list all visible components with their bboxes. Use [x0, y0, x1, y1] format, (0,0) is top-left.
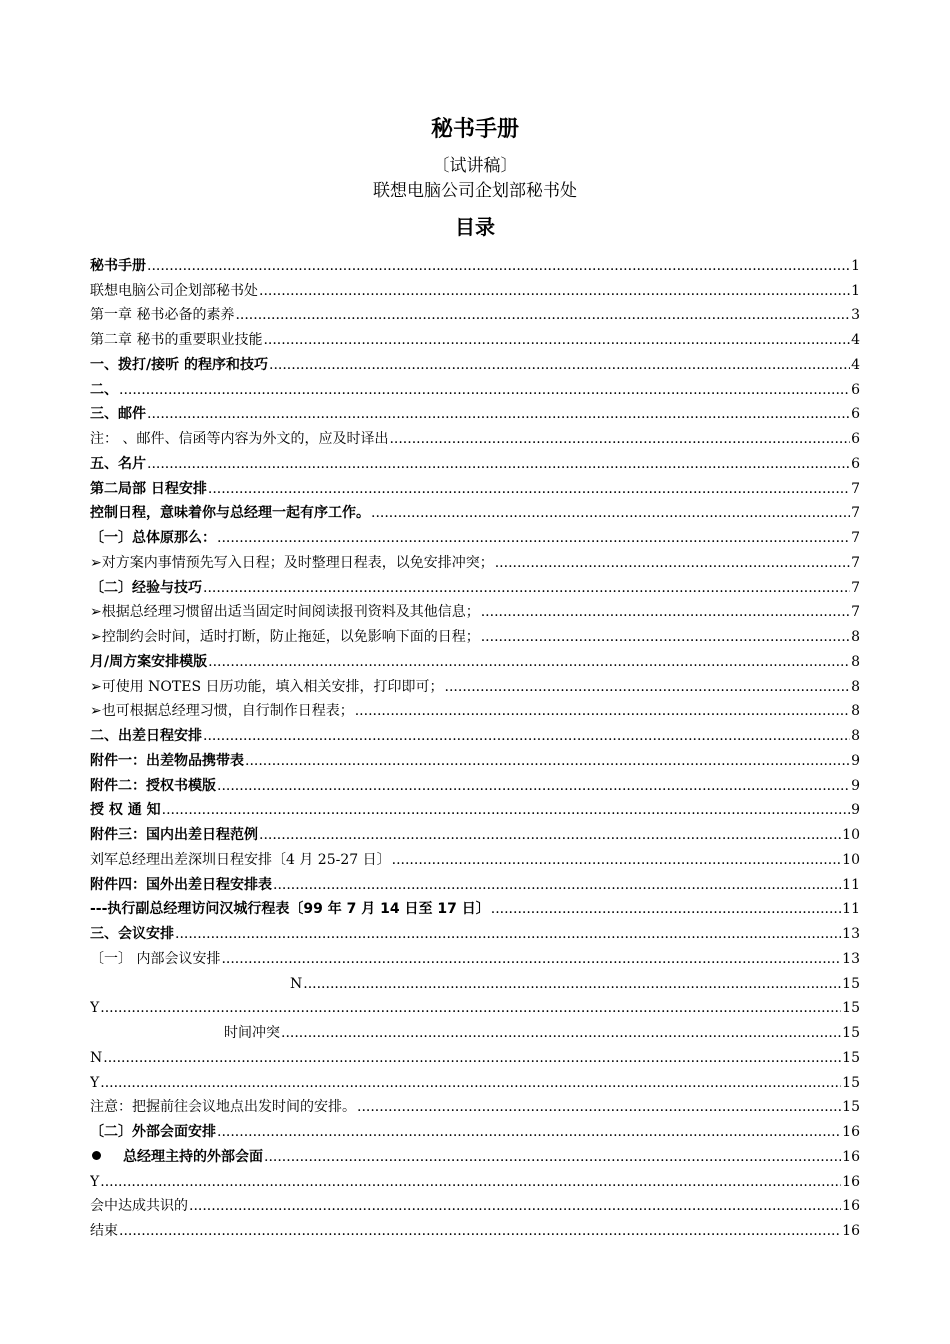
toc-page-number: 15 — [842, 1099, 860, 1116]
toc-entry[interactable] — [90, 819, 860, 844]
dot-leader — [273, 876, 841, 894]
toc-page-number: 11 — [842, 876, 860, 893]
dot-leader — [495, 554, 850, 572]
dot-leader — [208, 480, 850, 498]
document-title: 秘书手册 — [430, 117, 519, 142]
toc-page-number: 6 — [851, 406, 860, 423]
toc-entry-title — [90, 529, 216, 547]
toc-entry-text: 第二章 秘书的重要职业技能 — [90, 332, 263, 348]
toc-page-number: 7 — [851, 480, 860, 497]
toc-entry-text: N — [90, 1049, 103, 1066]
toc-page-number: 6 — [851, 381, 860, 398]
toc-entry-text: ➢也可根据总经理习惯，自行制作日程表； — [90, 703, 354, 720]
toc-entry-title — [90, 999, 99, 1017]
toc-entry[interactable] — [90, 993, 860, 1018]
dot-leader — [162, 801, 850, 819]
toc-entry-title — [90, 1123, 216, 1141]
toc-entry-text: 控制日程，意味着你与总经理一起有序工作。 — [90, 505, 370, 522]
toc-entry-title — [90, 876, 272, 894]
toc-entry[interactable] — [90, 671, 860, 696]
toc-entry[interactable] — [90, 770, 860, 795]
toc-entry[interactable] — [90, 621, 860, 646]
toc-page-number: 16 — [842, 1198, 860, 1215]
toc-entry-text: 会中达成共识的 — [90, 1198, 188, 1215]
toc-entry-title — [90, 603, 480, 621]
toc-page-number: 15 — [842, 1074, 860, 1091]
dot-leader — [147, 455, 850, 473]
dot-leader — [217, 529, 850, 547]
toc-page-number: 4 — [851, 332, 860, 348]
toc-entry[interactable] — [90, 1166, 860, 1191]
dot-leader — [303, 975, 841, 993]
toc-entry-text: 〔一〕 内部会议安排 — [90, 950, 221, 967]
document-org: 联想电脑公司企划部秘书处 — [373, 181, 577, 201]
toc-page-number: 7 — [851, 579, 860, 596]
toc-entry[interactable] — [90, 572, 860, 597]
toc-page-number: 13 — [842, 950, 860, 967]
dot-leader — [221, 950, 841, 968]
dot-leader — [357, 1098, 841, 1116]
toc-page-number: 1 — [851, 257, 860, 274]
toc-page-number: 16 — [842, 1124, 860, 1140]
toc-entry-text: N — [290, 975, 303, 992]
toc-entry[interactable] — [90, 745, 860, 770]
dot-leader — [392, 851, 842, 869]
toc-page-number: 7 — [851, 505, 860, 522]
dot-leader — [103, 1049, 841, 1067]
toc-entry-text: 〔二〕外部会面安排 — [90, 1124, 216, 1140]
toc-entry-text: 注意：把握前往会议地点出发时间的安排。 — [90, 1099, 356, 1116]
toc-entry-title — [90, 356, 268, 374]
toc-entry-title — [90, 455, 146, 473]
toc-page-number: 7 — [851, 530, 860, 546]
toc-entry-title — [90, 1074, 99, 1092]
dot-leader — [491, 900, 841, 918]
toc-page-number: 11 — [842, 901, 860, 918]
toc-entry-text: 一、拨打/接听 的程序和技巧 — [90, 356, 268, 373]
dot-leader — [119, 381, 850, 399]
table-of-contents — [90, 250, 860, 1240]
toc-entry-title — [90, 653, 207, 671]
toc-entry-title — [90, 282, 258, 300]
dot-leader — [217, 1123, 841, 1141]
toc-entry[interactable] — [90, 1092, 860, 1117]
toc-entry[interactable] — [90, 1017, 860, 1042]
toc-page-number: 15 — [842, 975, 860, 992]
toc-entry[interactable] — [90, 498, 860, 523]
toc-page-number: 6 — [851, 455, 860, 472]
toc-page-number: 9 — [851, 777, 860, 794]
toc-entry[interactable] — [90, 968, 860, 993]
toc-entry-text: ---执行副总经理访问汉城行程表〔99 年 7 月 14 日至 17 日〕 — [90, 901, 490, 918]
toc-entry[interactable] — [90, 1141, 860, 1166]
toc-entry[interactable] — [90, 275, 860, 300]
dot-leader — [259, 826, 841, 844]
dot-leader — [217, 777, 850, 795]
dot-leader — [445, 678, 851, 696]
toc-page-number: 8 — [851, 678, 860, 695]
toc-page-number: 4 — [851, 356, 860, 373]
toc-entry-title — [90, 727, 202, 745]
toc-entry-text: 二、出差日程安排 — [90, 728, 202, 744]
dot-leader — [189, 1197, 841, 1215]
toc-entry[interactable] — [90, 1042, 860, 1067]
toc-entry[interactable] — [90, 1116, 860, 1141]
toc-entry-title — [90, 1222, 118, 1240]
toc-entry[interactable] — [90, 324, 860, 349]
toc-entry-text: ➢控制约会时间，适时打断，防止拖延，以免影响下面的日程； — [90, 629, 480, 645]
toc-entry-text: 第二局部 日程安排 — [90, 480, 207, 497]
dot-leader — [259, 282, 850, 300]
toc-entry-text: 〔一〕总体原那么： — [90, 530, 216, 546]
toc-entry-title — [90, 678, 444, 696]
toc-entry[interactable] — [90, 1215, 860, 1240]
toc-entry-title — [90, 826, 258, 844]
dot-leader — [100, 1173, 841, 1191]
toc-entry-text: 附件一：出差物品携带表 — [90, 752, 244, 769]
toc-page-number: 8 — [851, 703, 860, 720]
toc-entry-title — [90, 1148, 263, 1166]
toc-entry-text: 附件四：国外出差日程安排表 — [90, 876, 272, 893]
toc-page-number: 7 — [851, 554, 860, 571]
dot-leader — [119, 1222, 841, 1240]
toc-page-number: 8 — [851, 629, 860, 645]
toc-entry-title — [90, 777, 216, 795]
dot-leader — [481, 603, 850, 621]
toc-entry[interactable] — [90, 250, 860, 275]
toc-entry[interactable] — [90, 646, 860, 671]
toc-entry-text: Y — [90, 1074, 100, 1091]
dot-leader — [269, 356, 850, 374]
toc-entry-text: 联想电脑公司企划部秘书处 — [90, 282, 258, 299]
toc-page-number: 7 — [851, 604, 860, 621]
toc-entry[interactable] — [90, 374, 860, 399]
toc-entry-title — [90, 579, 202, 597]
dot-leader — [264, 1148, 841, 1166]
toc-entry[interactable] — [90, 522, 860, 547]
toc-entry[interactable] — [90, 894, 860, 919]
toc-entry-text: 〔二〕经验与技巧 — [90, 579, 202, 596]
toc-page-number: 15 — [842, 1049, 860, 1066]
dot-leader — [245, 752, 850, 770]
toc-entry[interactable] — [90, 844, 860, 869]
toc-entry-text: 结束 — [90, 1223, 118, 1239]
toc-entry[interactable] — [90, 597, 860, 622]
toc-entry-text: 刘军总经理出差深圳日程安排〔4 月 25-27 日〕 — [90, 851, 391, 868]
toc-entry-title — [90, 628, 480, 646]
toc-entry-text: 总经理主持的外部会面 — [123, 1148, 263, 1165]
dot-leader — [389, 430, 850, 448]
toc-page-number: 15 — [842, 1000, 860, 1017]
toc-entry[interactable] — [90, 473, 860, 498]
toc-entry[interactable] — [90, 423, 860, 448]
toc-page-number: 9 — [851, 802, 860, 819]
dot-leader — [371, 504, 850, 522]
toc-entry-title — [90, 306, 234, 324]
toc-page-number: 8 — [851, 728, 860, 744]
toc-entry-text: Y — [90, 1000, 100, 1017]
toc-page-number: 10 — [842, 851, 860, 868]
toc-entry[interactable] — [90, 300, 860, 325]
toc-entry-text: 第一章 秘书必备的素养 — [90, 307, 235, 324]
toc-entry-text: 附件二：授权书模版 — [90, 777, 216, 794]
toc-entry-text: ➢可使用 NOTES 日历功能，填入相关安排，打印即可； — [90, 678, 444, 695]
toc-entry[interactable] — [90, 547, 860, 572]
toc-entry-text: ➢根据总经理习惯留出适当固定时间阅读报刊资料及其他信息； — [90, 604, 480, 621]
toc-entry[interactable] — [90, 349, 860, 374]
toc-entry-title — [90, 950, 220, 968]
toc-entry-text: 五、名片 — [90, 455, 146, 472]
dot-leader — [147, 405, 850, 423]
toc-entry-text: 二、 — [90, 381, 118, 398]
toc-entry-title — [90, 975, 302, 993]
toc-entry[interactable] — [90, 943, 860, 968]
toc-entry-title — [90, 257, 146, 275]
toc-entry-title — [90, 1173, 99, 1191]
toc-entry-text: 授 权 通 知 — [90, 802, 161, 819]
toc-entry-text: 三、邮件 — [90, 406, 146, 423]
toc-entry-title — [90, 702, 354, 720]
dot-leader — [481, 628, 850, 646]
toc-entry-title — [90, 554, 494, 572]
dot-leader — [208, 653, 850, 671]
toc-entry-title — [90, 405, 146, 423]
toc-entry-text: Y — [90, 1173, 100, 1190]
toc-page-number: 16 — [842, 1173, 860, 1190]
dot-leader — [281, 1024, 841, 1042]
toc-heading: 目录 — [455, 215, 495, 239]
toc-entry[interactable] — [90, 918, 860, 943]
toc-entry-text: ➢对方案内事情预先写入日程；及时整理日程表，以免安排冲突； — [90, 554, 494, 571]
toc-page-number: 16 — [842, 1223, 860, 1239]
toc-entry-text: 秘书手册 — [90, 257, 146, 274]
toc-entry-text: 月/周方案安排模版 — [90, 653, 208, 670]
toc-entry-title — [90, 851, 391, 869]
toc-page-number: 3 — [851, 307, 860, 324]
toc-entry[interactable] — [90, 1191, 860, 1216]
toc-entry-title — [90, 900, 490, 918]
toc-entry[interactable] — [90, 399, 860, 424]
toc-page-number: 1 — [851, 282, 860, 299]
toc-entry-text: 注： 、邮件、信函等内容为外文的，应及时译出 — [90, 431, 389, 447]
toc-entry-title — [90, 1098, 356, 1116]
toc-entry-text: 时间冲突 — [224, 1025, 280, 1041]
document-subtitle: 〔试讲稿〕 — [432, 156, 518, 176]
toc-entry-title — [90, 1049, 102, 1067]
dot-leader — [235, 306, 850, 324]
toc-entry[interactable] — [90, 720, 860, 745]
toc-page-number: 6 — [851, 431, 860, 447]
toc-entry[interactable] — [90, 869, 860, 894]
dot-leader — [100, 999, 841, 1017]
toc-entry-title — [90, 381, 118, 399]
toc-entry-text: 三、会议安排 — [90, 926, 174, 942]
toc-entry[interactable] — [90, 795, 860, 820]
toc-entry-text: 附件三：国内出差日程范例 — [90, 827, 258, 843]
toc-entry-title — [90, 752, 244, 770]
toc-entry-title — [90, 504, 370, 522]
toc-entry-title — [90, 1024, 280, 1042]
bullet-icon — [92, 1151, 101, 1160]
toc-page-number: 10 — [842, 827, 860, 843]
dot-leader — [100, 1074, 841, 1092]
dot-leader — [355, 702, 850, 720]
dot-leader — [175, 925, 841, 943]
toc-page-number: 15 — [842, 1025, 860, 1041]
toc-entry-title — [90, 331, 262, 349]
toc-entry-title — [90, 925, 174, 943]
toc-entry-title — [90, 801, 161, 819]
toc-page-number: 8 — [851, 653, 860, 670]
toc-page-number: 13 — [842, 926, 860, 942]
dot-leader — [147, 257, 850, 275]
toc-page-number: 9 — [851, 752, 860, 769]
dot-leader — [203, 727, 850, 745]
toc-entry-title — [90, 480, 207, 498]
toc-entry[interactable] — [90, 1067, 860, 1092]
dot-leader — [203, 579, 850, 597]
toc-entry-title — [90, 430, 388, 448]
toc-entry[interactable] — [90, 696, 860, 721]
dot-leader — [263, 331, 850, 349]
toc-page-number: 16 — [842, 1148, 860, 1165]
toc-entry-title — [90, 1197, 188, 1215]
toc-entry[interactable] — [90, 448, 860, 473]
